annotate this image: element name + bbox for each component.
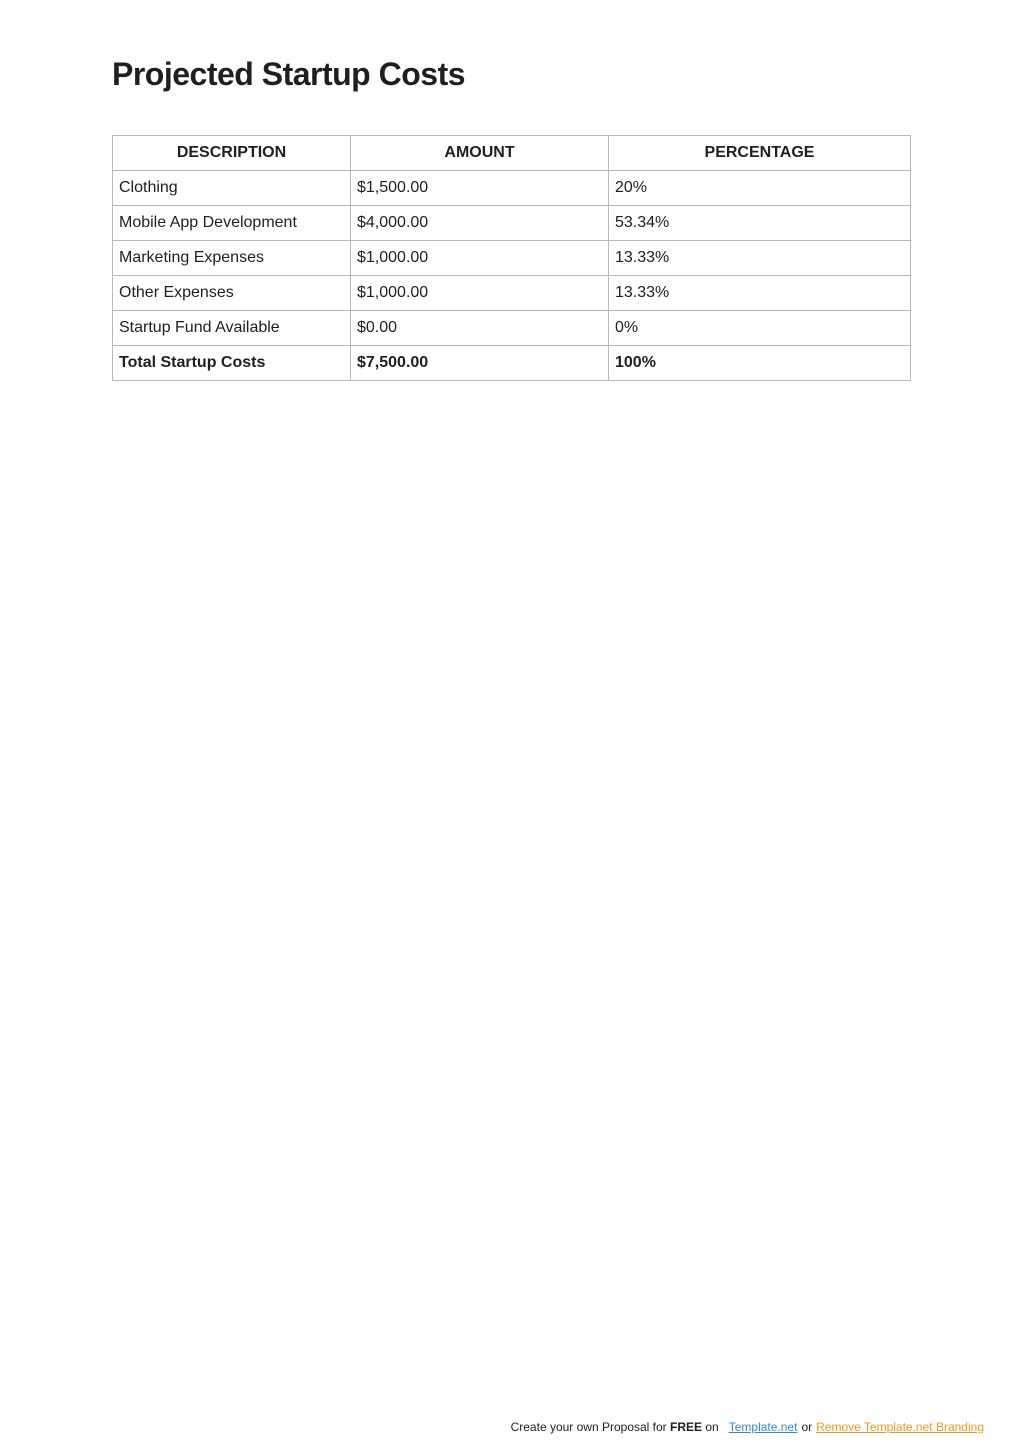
table-total-row — [113, 346, 911, 381]
cell-amount: $1,000.00 — [351, 276, 609, 311]
table-row — [113, 171, 911, 206]
footer-prefix: Create your own Proposal for — [510, 1420, 671, 1434]
cell-amount: $1,000.00 — [351, 241, 609, 276]
footer-free: FREE — [670, 1420, 703, 1434]
cell-amount: $4,000.00 — [351, 206, 609, 241]
footer-or: or — [801, 1420, 813, 1434]
footer-on: on — [702, 1420, 719, 1434]
page-title: Projected Startup Costs — [112, 56, 466, 92]
header-description: DESCRIPTION — [113, 136, 351, 171]
table-row — [113, 276, 911, 311]
cell-percentage: 13.33% — [609, 241, 911, 276]
cell-description: Mobile App Development — [113, 206, 351, 241]
table-header-row — [113, 136, 911, 171]
startup-costs-table — [112, 135, 911, 381]
cell-percentage: 53.34% — [609, 206, 911, 241]
cell-description: Clothing — [113, 171, 351, 206]
cell-percentage: 13.33% — [609, 276, 911, 311]
table-row — [113, 311, 911, 346]
total-percentage: 100% — [609, 346, 911, 381]
branding-footer — [511, 1418, 984, 1436]
total-description: Total Startup Costs — [113, 346, 351, 381]
table-row — [113, 206, 911, 241]
cell-description: Startup Fund Available — [113, 311, 351, 346]
header-amount: AMOUNT — [351, 136, 609, 171]
remove-branding-link[interactable]: Remove Template.net Branding — [816, 1420, 984, 1434]
cell-percentage: 0% — [609, 311, 911, 346]
template-net-link[interactable]: Template.net — [728, 1420, 798, 1434]
total-amount: $7,500.00 — [351, 346, 609, 381]
cell-percentage: 20% — [609, 171, 911, 206]
cell-amount: $1,500.00 — [351, 171, 609, 206]
table-row — [113, 241, 911, 276]
header-percentage: PERCENTAGE — [609, 136, 911, 171]
cell-description: Marketing Expenses — [113, 241, 351, 276]
cell-description: Other Expenses — [113, 276, 351, 311]
cell-amount: $0.00 — [351, 311, 609, 346]
